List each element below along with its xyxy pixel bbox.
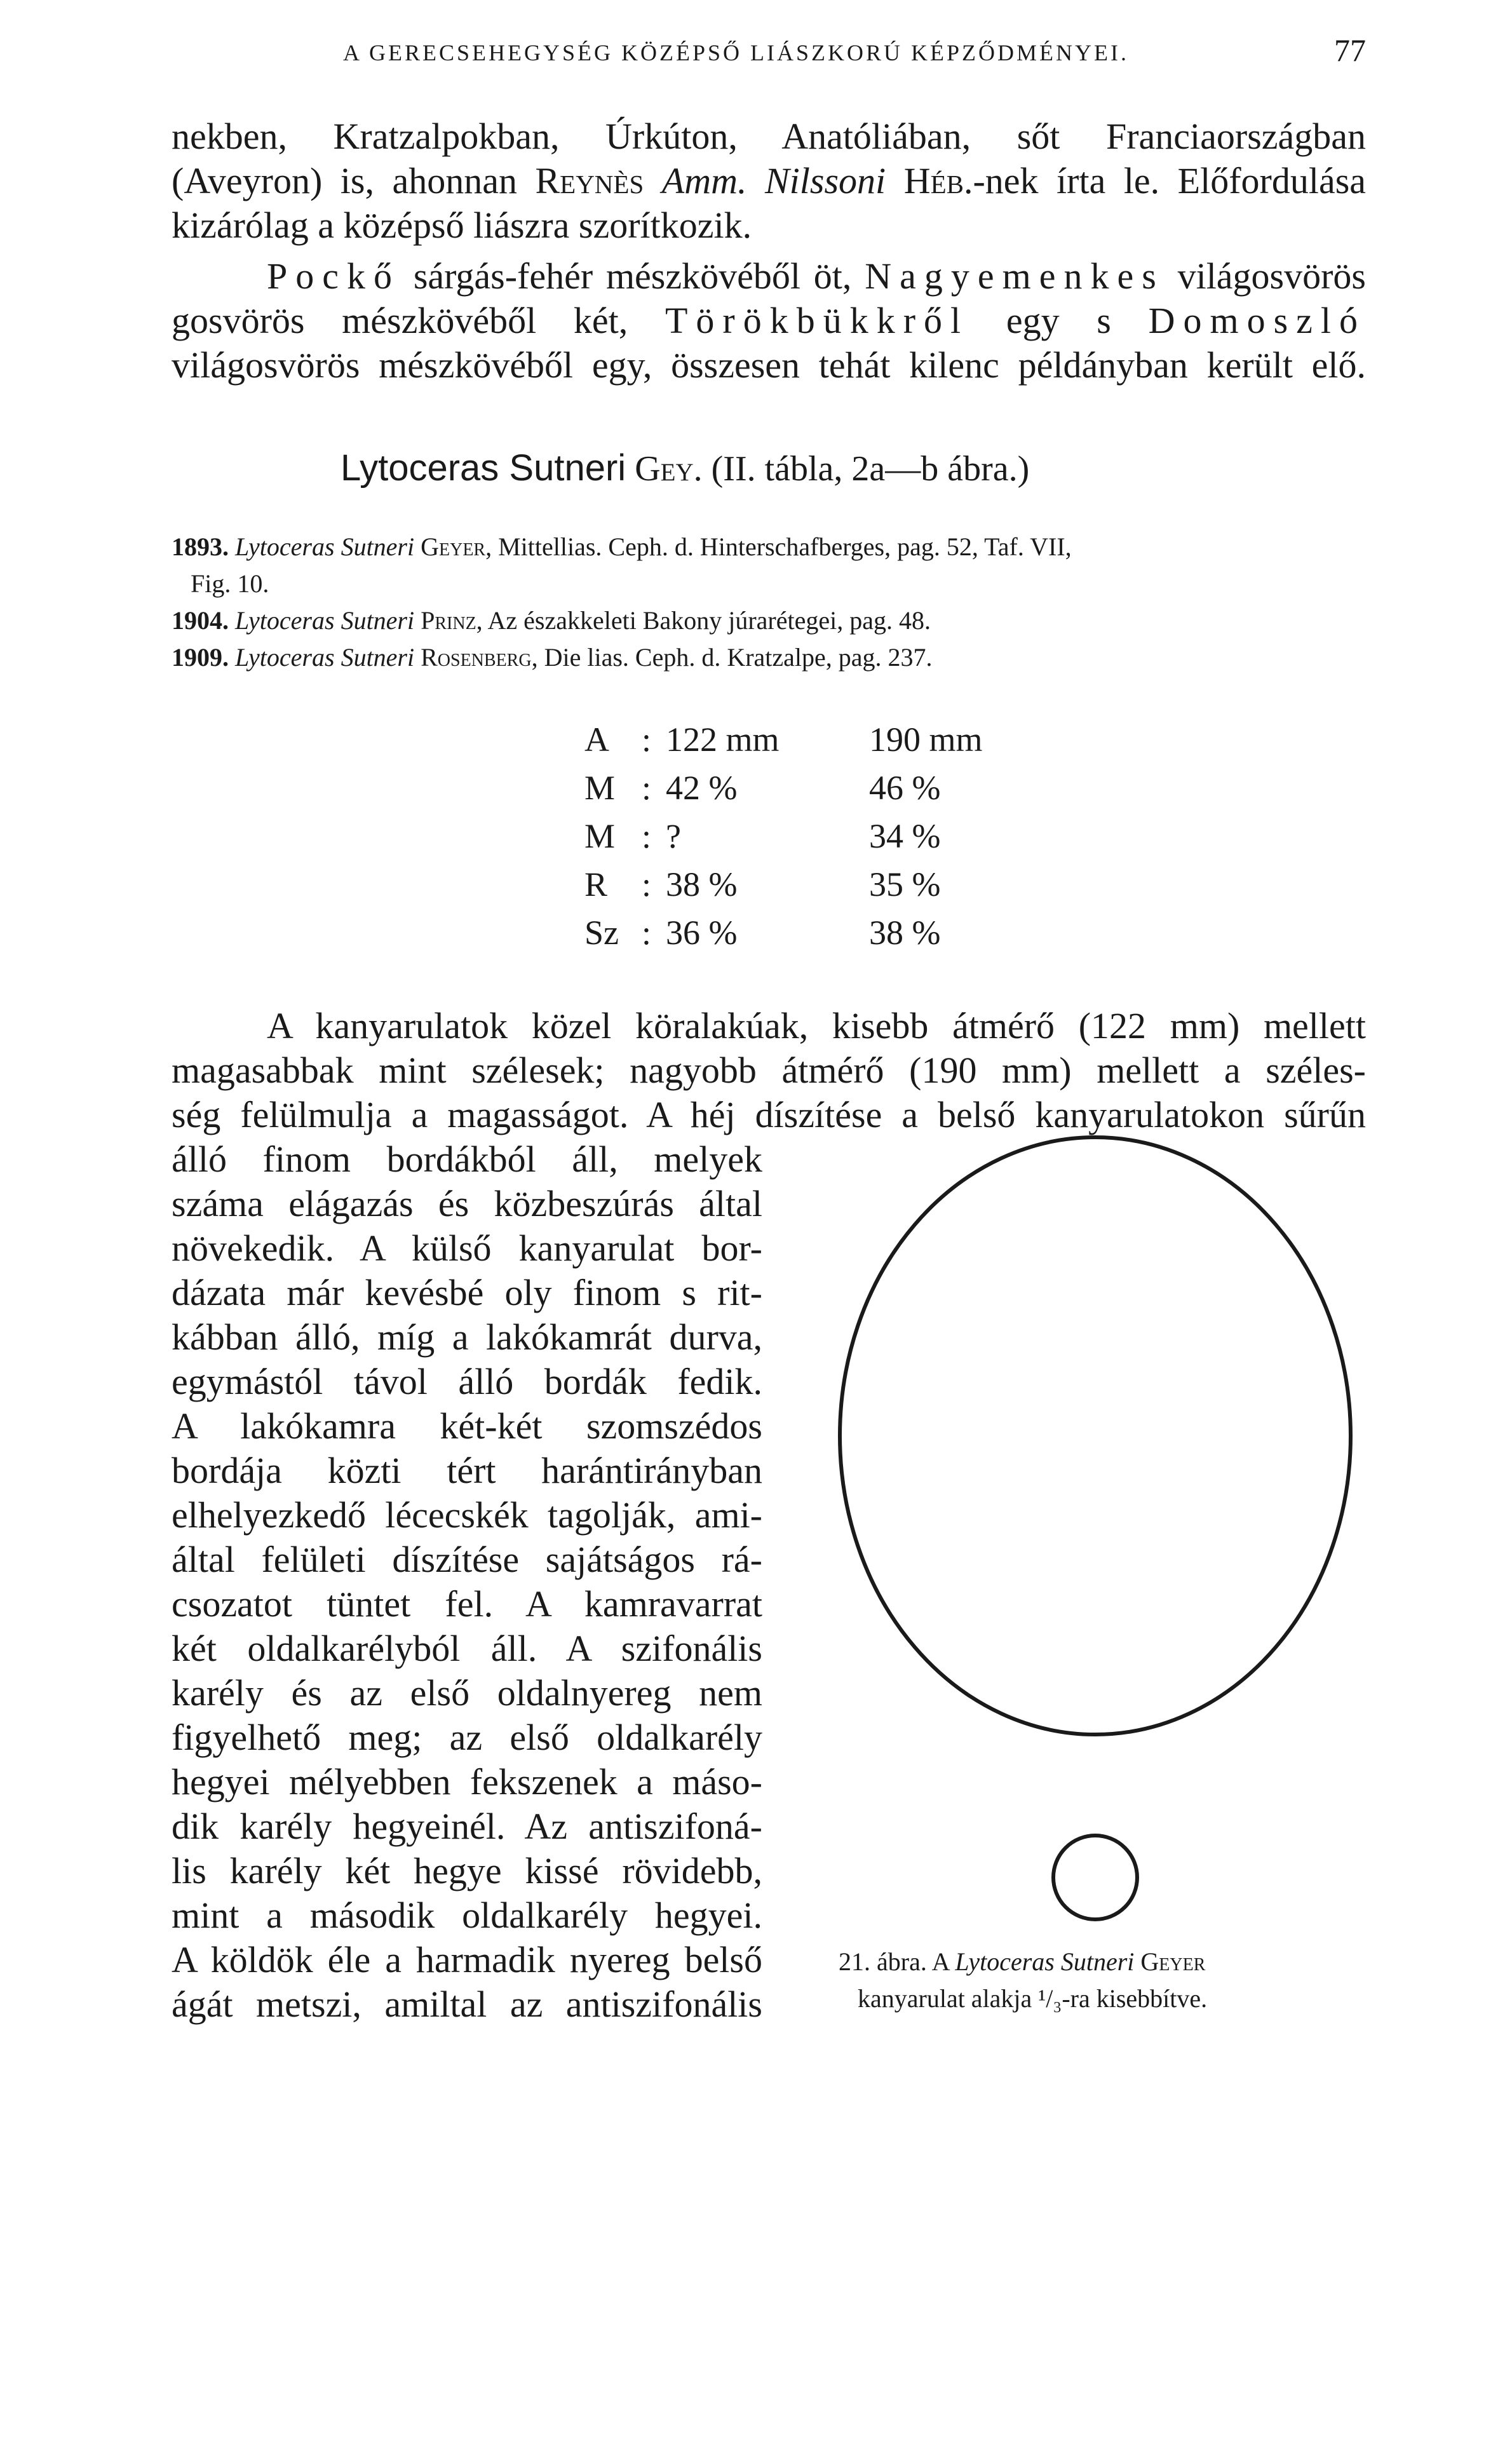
reference-author: Prinz, <box>421 606 483 635</box>
reference-1893 <box>172 531 1072 564</box>
locality-line-3: világosvörös mészkövéből egy, összesen tehát kilenc példányban került elő. <box>172 344 1366 386</box>
narrow-line: csozatot tüntet fel. A kamravarrat <box>172 1583 762 1625</box>
measurement-label: Sz <box>584 914 619 952</box>
figure-caption-line-2: kanyarulat alakja ¹/₃-ra kisebbítve. <box>858 1984 1208 2013</box>
measurement-small: 38 % <box>666 865 738 903</box>
narrow-line: A lakókamra két-két szomszédos <box>172 1405 762 1447</box>
inner-whorl-outline <box>1053 1836 1137 1919</box>
narrow-line: két oldalkarélyból áll. A szifonális <box>172 1628 762 1669</box>
measurement-small: 122 mm <box>666 720 780 759</box>
locality-line-2 <box>172 299 1366 343</box>
author-reynes: Reynès <box>535 160 644 201</box>
narrow-line: kábban álló, míg a lakókamrát durva, <box>172 1316 762 1358</box>
reference-author: Geyer, <box>421 532 492 561</box>
measurement-large: 34 % <box>869 817 941 855</box>
measurement-row: R : 38 % 35 % <box>584 862 1029 907</box>
species-author: Gey. <box>635 449 703 489</box>
narrow-line: lis karély két hegye kissé rövidebb, <box>172 1850 762 1891</box>
intro-line-2 <box>172 159 1366 203</box>
narrow-line: A köldök éle a harmadik nyereg belső <box>172 1939 762 1980</box>
page-header <box>172 32 1366 83</box>
locality-line-2-mid: egy s <box>1006 300 1111 341</box>
reference-text: Mittellias. Ceph. d. Hinterschafberges, pag. 52, Taf. VII, <box>498 532 1072 561</box>
description-line-1: A kanyarulatok közel köralakúak, kisebb átmérő (122 mm) mellett <box>267 1005 1366 1046</box>
intro-line-1: nekben, Kratzalpokban, Úrkúton, Anatóliában, sőt Franciaországban <box>172 116 1366 157</box>
figure-author: Geyer <box>1140 1947 1206 1976</box>
narrow-line: ágát metszi, amiltal az antiszifonális <box>172 1984 762 2025</box>
figure-caption-line-1 <box>839 1944 1205 1980</box>
reference-1893-cont: Fig. 10. <box>191 569 269 598</box>
narrow-line: dik karély hegyeinél. Az antiszifoná- <box>172 1806 762 1847</box>
reference-taxon: Lytoceras Sutneri <box>235 606 415 635</box>
figure-number: 21. ábra. A <box>839 1947 949 1976</box>
measurement-large: 35 % <box>869 865 941 903</box>
measurement-large: 46 % <box>869 769 941 807</box>
intro-line-2-end: -nek írta le. Előfordulása <box>973 160 1367 201</box>
locality-line-1 <box>267 254 1366 299</box>
locality-nagyemenkes: Nagyemenkes <box>865 255 1164 297</box>
locality-torokbukk: Törökbükkről <box>665 300 969 341</box>
narrow-line: dázata már kevésbé oly finom s rit- <box>172 1272 762 1313</box>
description-line-3: ség felülmulja a magasságot. A héj díszítése a belső kanyarulatokon sűrűn <box>172 1094 1366 1135</box>
measurement-row: M : 42 % 46 % <box>584 765 1029 811</box>
reference-author: Rosenberg, <box>421 643 538 672</box>
narrow-line: által felületi díszítése sajátságos rá- <box>172 1539 762 1580</box>
reference-text: Az északkeleti Bakony júrarétegei, pag. 48. <box>487 606 931 635</box>
species-name: Lytoceras Sutneri <box>341 447 626 489</box>
whorl-outline-figure <box>820 1029 1391 1931</box>
narrow-line: karély és az első oldalnyereg nem <box>172 1672 762 1714</box>
species-heading <box>341 446 1029 491</box>
narrow-line: bordája közti tért harántirányban <box>172 1450 762 1491</box>
narrow-line: figyelhető meg; az első oldalkarély <box>172 1717 762 1758</box>
locality-line-1-text: sárgás-fehér mészkövéből öt, <box>413 255 852 297</box>
description-line-2: magasabbak mint szélesek; nagyobb átmérő (190 mm) mellett a széles- <box>172 1050 1366 1091</box>
measurement-large: 190 mm <box>869 720 983 759</box>
reference-1904 <box>172 604 931 637</box>
intro-line-2-start: (Aveyron) is, ahonnan <box>172 160 517 201</box>
intro-line-3: kizárólag a középső liászra szorítkozik. <box>172 205 752 246</box>
measurement-row: A : 122 mm 190 mm <box>584 717 1029 762</box>
locality-line-2-text: gosvörös mészkövéből két, <box>172 300 628 341</box>
narrow-line: álló finom bordákból áll, melyek <box>172 1139 762 1180</box>
narrow-line: hegyei mélyebben fekszenek a máso- <box>172 1761 762 1802</box>
locality-pocko: Pockő <box>267 255 400 297</box>
measurement-row: Sz : 36 % 38 % <box>584 910 1029 956</box>
running-head: A GERECSEHEGYSÉG KÖZÉPSŐ LIÁSZKORÚ KÉPZŐDMÉNYEI. <box>343 40 1130 65</box>
outer-whorl-outline <box>840 1137 1351 1734</box>
narrow-line: elhelyezkedő lécecskék tagolják, ami- <box>172 1494 762 1536</box>
reference-taxon: Lytoceras Sutneri <box>235 532 415 561</box>
narrow-line: száma elágazás és közbeszúrás által <box>172 1183 762 1224</box>
narrow-line: növekedik. A külső kanyarulat bor- <box>172 1227 762 1269</box>
measurement-small: ? <box>666 817 681 855</box>
narrow-line: egymástól távol álló bordák fedik. <box>172 1361 762 1402</box>
measurement-label: R <box>584 865 608 903</box>
reference-text: Die lias. Ceph. d. Kratzalpe, pag. 237. <box>544 643 933 672</box>
locality-line-1-end: világosvörös <box>1177 255 1367 297</box>
reference-taxon: Lytoceras Sutneri <box>235 643 415 672</box>
species-plate-ref: (II. tábla, 2a—b ábra.) <box>711 449 1030 489</box>
figure-taxon: Lytoceras Sutneri <box>955 1947 1135 1976</box>
taxon-amm-nilssoni: Amm. Nilssoni <box>661 160 886 201</box>
measurement-small: 36 % <box>666 914 738 952</box>
narrow-line: mint a második oldalkarély hegyei. <box>172 1895 762 1936</box>
page-number: 77 <box>1334 32 1366 68</box>
locality-domoszlo: Domoszló <box>1148 300 1366 341</box>
reference-year: 1893. <box>172 532 229 561</box>
measurement-row: M : ? 34 % <box>584 813 1029 859</box>
measurement-label: A <box>584 720 609 759</box>
reference-1909 <box>172 641 933 674</box>
measurement-small: 42 % <box>666 769 738 807</box>
author-heb: Héb. <box>903 160 973 201</box>
measurement-large: 38 % <box>869 914 941 952</box>
measurement-label: M <box>584 769 616 807</box>
reference-year: 1904. <box>172 606 229 635</box>
reference-year: 1909. <box>172 643 229 672</box>
measurement-label: M <box>584 817 616 855</box>
